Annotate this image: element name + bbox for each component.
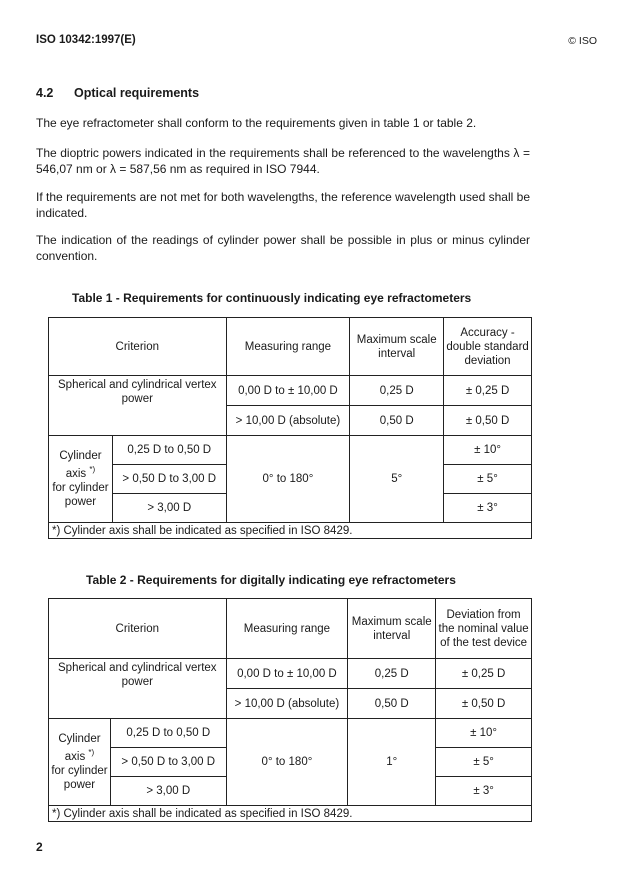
header-criterion: Criterion — [49, 318, 227, 376]
accuracy-cell: ± 10° — [436, 719, 532, 748]
header-scale-interval: Maximum scale interval — [348, 599, 436, 659]
cylinder-subrange: > 3,00 D — [112, 494, 226, 523]
header-criterion: Criterion — [49, 599, 227, 659]
header-scale-interval: Maximum scale interval — [350, 318, 444, 376]
paragraph: If the requirements are not met for both wavelengths, the reference wavelength used shall be indicated. — [36, 190, 530, 220]
spherical-label: Spherical and cylindrical vertex power — [49, 376, 227, 436]
accuracy-cell: ± 3° — [444, 494, 532, 523]
interval-cell: 0,25 D — [348, 659, 436, 689]
paragraph: The indication of the readings of cylinder power shall be possible in plus or minus cylinder convention. — [36, 233, 530, 263]
page-number: 2 — [36, 840, 43, 854]
range-cell: 0° to 180° — [226, 719, 348, 806]
table2 — [48, 598, 532, 822]
cylinder-axis-label — [49, 719, 111, 806]
cylinder-subrange: > 0,50 D to 3,00 D — [112, 465, 226, 494]
interval-cell: 0,25 D — [350, 376, 444, 406]
table1 — [48, 317, 532, 539]
document-id: ISO 10342:1997(E) — [36, 34, 136, 46]
cylinder-power-text: for cylinder power — [51, 764, 108, 791]
section-title: Optical requirements — [74, 86, 200, 100]
header-accuracy: Accuracy - double standard deviation — [444, 318, 532, 376]
paragraph: The eye refractometer shall conform to the requirements given in table 1 or table 2. — [36, 116, 477, 130]
copyright: © ISO — [568, 35, 597, 47]
accuracy-cell: ± 5° — [436, 748, 532, 777]
footnote-marker: *) — [89, 465, 96, 475]
accuracy-cell: ± 10° — [444, 436, 532, 465]
table2-footnote: *) Cylinder axis shall be indicated as specified in ISO 8429. — [49, 806, 532, 822]
cylinder-subrange: > 3,00 D — [110, 777, 226, 806]
interval-cell: 1° — [348, 719, 436, 806]
cylinder-power-text: for cylinder power — [52, 481, 109, 508]
accuracy-cell: ± 5° — [444, 465, 532, 494]
table2-caption: Table 2 - Requirements for digitally indicating eye refractometers — [86, 573, 456, 587]
interval-cell: 0,50 D — [348, 689, 436, 719]
range-cell: > 10,00 D (absolute) — [226, 689, 348, 719]
table1-footnote: *) Cylinder axis shall be indicated as specified in ISO 8429. — [49, 523, 532, 539]
header-measuring-range: Measuring range — [226, 599, 348, 659]
header-deviation: Deviation from the nominal value of the test device — [436, 599, 532, 659]
range-cell: > 10,00 D (absolute) — [226, 406, 350, 436]
accuracy-cell: ± 0,50 D — [444, 406, 532, 436]
paragraph: The dioptric powers indicated in the requirements shall be referenced to the wavelengths λ = 546,07 nm or λ = 587,56 nm as required in ISO 7944. — [36, 146, 530, 176]
cylinder-subrange: > 0,50 D to 3,00 D — [110, 748, 226, 777]
cylinder-subrange: 0,25 D to 0,50 D — [112, 436, 226, 465]
header-measuring-range: Measuring range — [226, 318, 350, 376]
interval-cell: 0,50 D — [350, 406, 444, 436]
cylinder-axis-text: Cylinder axis — [59, 450, 102, 480]
cylinder-axis-text: Cylinder axis — [58, 733, 101, 763]
cylinder-axis-label — [49, 436, 113, 523]
interval-cell: 5° — [350, 436, 444, 523]
accuracy-cell: ± 0,25 D — [444, 376, 532, 406]
table1-caption: Table 1 - Requirements for continuously indicating eye refractometers — [72, 291, 472, 305]
spherical-label: Spherical and cylindrical vertex power — [49, 659, 227, 719]
section-number: 4.2 — [36, 86, 54, 100]
range-cell: 0° to 180° — [226, 436, 350, 523]
range-cell: 0,00 D to ± 10,00 D — [226, 659, 348, 689]
footnote-marker: *) — [88, 748, 95, 758]
range-cell: 0,00 D to ± 10,00 D — [226, 376, 350, 406]
cylinder-subrange: 0,25 D to 0,50 D — [110, 719, 226, 748]
accuracy-cell: ± 0,50 D — [436, 689, 532, 719]
accuracy-cell: ± 0,25 D — [436, 659, 532, 689]
accuracy-cell: ± 3° — [436, 777, 532, 806]
section-heading — [36, 86, 199, 100]
